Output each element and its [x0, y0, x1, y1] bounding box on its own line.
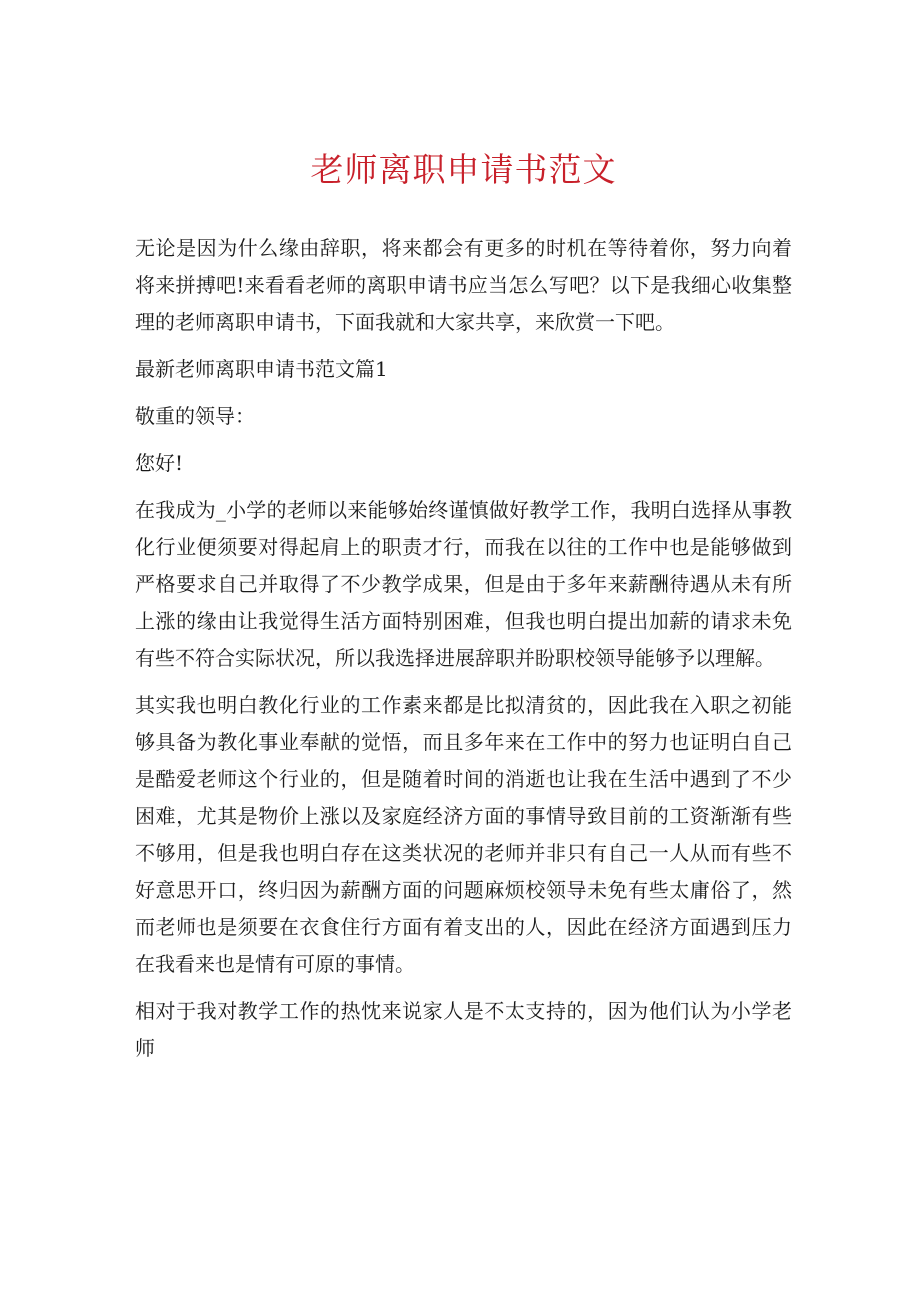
- body-paragraph: 相对于我对教学工作的热忱来说家人是不太支持的，因为他们认为小学老师: [135, 999, 792, 1060]
- body-paragraph: 其实我也明白教化行业的工作素来都是比拟清贫的，因此我在入职之初能够具备为教化事业奉献的觉悟，而且多年来在工作中的努力也证明白自己是酷爱老师这个行业的，但是随着时间的消逝也让我在生活中遇到了不少困难，尤其是物价上涨以及家庭经济方面的事情导致目前的工资渐渐有些不够用，但是我也明白存在这类状况的老师并非只有自己一人从而有些不好意思开口，终归因为薪酬方面的问题麻烦校领导未免有些太庸俗了，然而老师也是须要在衣食住行方面有着支出的人，因此在经济方面遇到压力在我看来也是情有可原的事情。: [135, 693, 792, 976]
- intro-paragraph: 无论是因为什么缘由辞职，将来都会有更多的时机在等待着你，努力向着将来拼搏吧!来看看老师的离职申请书应当怎么写吧？以下是我细心收集整理的老师离职申请书，下面我就和大家共享，来欣赏一下吧。: [135, 236, 792, 334]
- body-paragraph: 在我成为_小学的老师以来能够始终谨慎做好教学工作，我明白选择从事教化行业便须要对得起肩上的职责才行，而我在以往的工作中也是能够做到严格要求自己并取得了不少教学成果，但是由于多年来薪酬待遇从未有所上涨的缘由让我觉得生活方面特别困难，但我也明白提出加薪的请求未免有些不符合实际状况，所以我选择进展辞职并盼职校领导能够予以理解。: [135, 498, 792, 670]
- salutation: 敬重的领导：: [135, 404, 255, 428]
- section-heading: 最新老师离职申请书范文篇1: [135, 357, 388, 381]
- greeting: 您好!: [135, 451, 184, 475]
- document-title: 老师离职申请书范文: [310, 150, 617, 189]
